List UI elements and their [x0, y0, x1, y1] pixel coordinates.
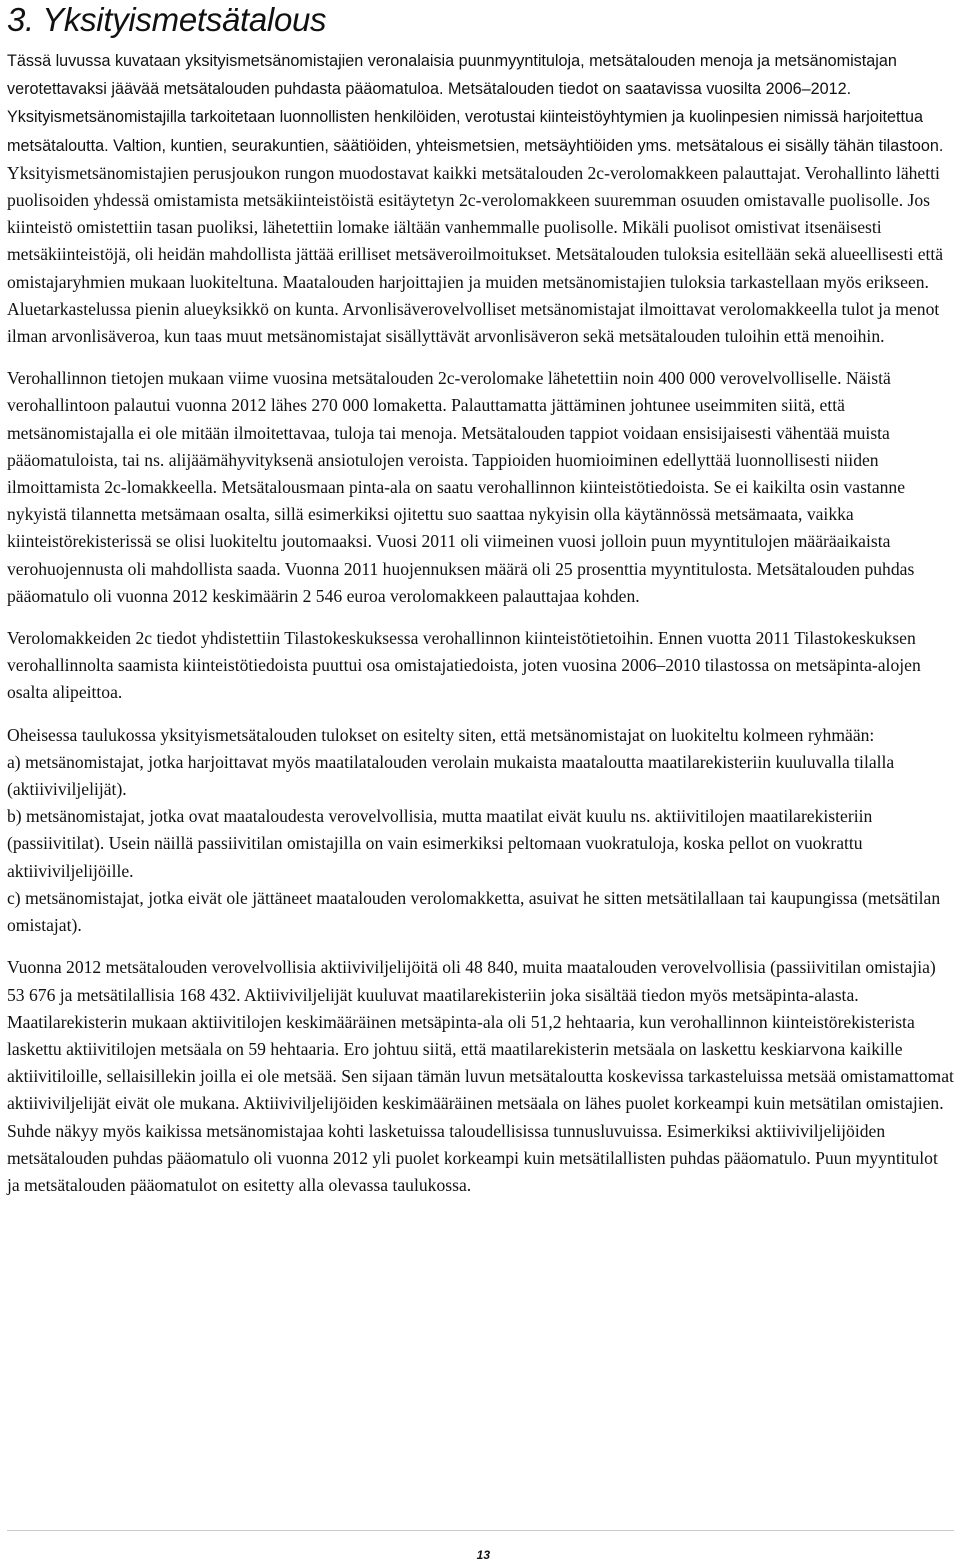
- document-page: [7, 0, 954, 1199]
- paragraph-tax-data: Verohallinnon tietojen mukaan viime vuosina metsätalouden 2c-verolomake lähetettiin noin 400 000 verovelvolliselle. Näistä verohallintoon palautui vuonna 2012 lähes 270 000 lomaketta. Palauttamatta jättäminen johtunee useimmiten siitä, että metsänomistajalla ei ole mitään ilmoitettavaa, tuloja tai menoja. Metsätalouden tappiot voidaan ensisijaisesti vähentää muista pääomatuloista, tai ns. alijäämähyvityksenä ansiotulojen veroista. Tappioiden huomioiminen edellyttää luonnollisesti niiden ilmoittamista 2c-lomakkeella. Metsätalousmaan pinta-ala on saatu verohallinnon kiinteistötiedoista. Se ei kaikilta osin vastanne nykyistä tilannetta metsämaan osalta, sillä esimerkiksi ojitettu suo saattaa nykyisin olla käytännössä metsämaata, vaikka kiinteistörekisterissä se olisi luokiteltu joutomaaksi. Vuosi 2011 oli viimeinen vuosi jolloin puun myyntitulojen määräaikaista verohuojennusta oli mahdollista saada. Vuonna 2011 huojennuksen määrä oli 25 prosenttia myyntitulosta. Metsätalouden puhdas pääomatulo oli vuonna 2012 keskimäärin 2 546 euroa verolomakkeen palauttajaa kohden.: [7, 368, 915, 606]
- owner-groups-block: [7, 722, 954, 940]
- group-b: b) metsänomistajat, jotka ovat maataloudesta verovelvollisia, mutta maatilat eivät kuulu ns. aktiivitilojen maatilarekisteriin (passiivitilat). Usein näillä passiivitilan omistajilla on vain esimerkiksi peltomaan vuokratuloja, koska pellot on vuokrattu aktiiviviljelijöille.: [7, 806, 873, 881]
- intro-sans-text: Tässä luvussa kuvataan yksityismetsänomistajien veronalaisia puunmyyntituloja, metsätalouden menoja ja metsänomistajan verotettavaksi jäävää metsätalouden puhdasta pääomatuloa. Metsätalouden tiedot on saatavissa vuosilta 2006–2012. Yksityismetsänomistajilla tarkoitetaan luonnollisten henkilöiden, verotustai kiinteistöyhtymien ja kuolinpesien nimissä harjoitettua metsätaloutta. Valtion, kuntien, seurakuntien, säätiöiden, yhteismetsien, metsäyhtiöiden yms. metsätalous ei sisälly tähän tilastoon.: [7, 52, 944, 155]
- group-c: c) metsänomistajat, jotka eivät ole jättäneet maatalouden verolomakketta, asuivat he sitten metsätilallaan tai kaupungissa (metsätilan omistajat).: [7, 887, 941, 936]
- chapter-heading: 3. Yksityismetsätalous: [7, 1, 327, 38]
- paragraph-2012-figures: Vuonna 2012 metsätalouden verovelvollisia aktiiviviljelijöitä oli 48 840, muita maatalouden verovelvollisia (passiivitilan omistajia) 53 676 ja metsätilallisia 168 432. Aktiiviviljelijät kuuluvat maatilarekisteriin joka sisältää tiedon myös metsäpinta-alasta. Maatilarekisterin mukaan aktiivitilojen keskimääräinen metsäpinta-ala oli 51,2 hehtaaria, kun verohallinnon kiinteistörekisterista laskettu aktiivitilojen metsäala on 59 hehtaaria. Ero johtuu siitä, että maatilarekisterin metsäala on laskettu keskiarvona kaikille aktiivitiloille, sellaisillekin joilla ei ole metsää. Sen sijaan tämän luvun metsätaloutta koskevissa tarkasteluissa metsää omistamattomat aktiiviviljelijät eivät ole mukana. Aktiiviviljelijöiden keskimääräinen metsäala on lähes puolet korkeampi kuin metsätilan omistajien. Suhde näkyy myös kaikissa metsänomistajaa kohti lasketuissa taloudellisissa tunnusluvuissa. Esimerkiksi aktiiviviljelijöiden metsätalouden puhdas pääomatulo oli vuonna 2012 yli puolet korkeampi kuin metsätilallisten puhdas pääomatulo. Puun myyntitulot ja metsätalouden pääomatulot on esitetty alla olevassa taulukossa.: [7, 957, 954, 1195]
- group-a: a) metsänomistajat, jotka harjoittavat myös maatilatalouden verolain mukaista maataloutta maatilarekisteriin kuuluvalla tilalla (aktiiviviljelijät).: [7, 751, 895, 800]
- groups-intro: Oheisessa taulukossa yksityismetsätalouden tulokset on esitelty siten, että metsänomistajat on luokiteltu kolmeen ryhmään:: [7, 724, 875, 745]
- paragraph-property-data: Verolomakkeiden 2c tiedot yhdistettiin Tilastokeskuksessa verohallinnon kiinteistötietoihin. Ennen vuotta 2011 Tilastokeskuksen verohallinnolta saamista kiinteistötiedoista puuttui osa omistajatiedoista, joten vuosina 2006–2010 tilastossa on metsäpinta-alojen osalta alipeittoa.: [7, 628, 921, 703]
- intro-paragraph: [7, 47, 954, 350]
- intro-serif-text: Yksityismetsänomistajien perusjoukon rungon muodostavat kaikki metsätalouden 2c-verolomakkeen palauttajat. Verohallinto lähetti puolisoiden yhdessä omistamista metsäkiinteistöistä esitäytetyn 2c-verolomakkeen suuremman osuuden omistavalle puolisolle. Jos kiinteistö omistettiin tasan puoliksi, lähetettiin lomake iältään vanhemmalle puolisolle. Mikäli puolisot omistivat itsenäisesti metsäkiinteistöjä, oli heidän mahdollista jättää erilliset metsäveroilmoitukset. Metsätalouden tuloksia esitellään sekä alueellisesti että omistajaryhmien mukaan luokiteltuna. Maatalouden harjoittajien ja muiden metsänomistajien tuloksia tarkastellaan myös erikseen. Aluetarkastelussa pienin alueyksikkö on kunta. Arvonlisäverovelvolliset metsänomistajat ilmoittavat verolomakkeella tulot ja menot ilman arvonlisäveroa, kun taas muut metsänomistajat sisällyttävät arvonlisäveron sekä metsätalouden tuloihin että menoihin.: [7, 162, 944, 347]
- page-number: 13: [476, 1548, 490, 1562]
- footer-divider: [7, 1530, 954, 1531]
